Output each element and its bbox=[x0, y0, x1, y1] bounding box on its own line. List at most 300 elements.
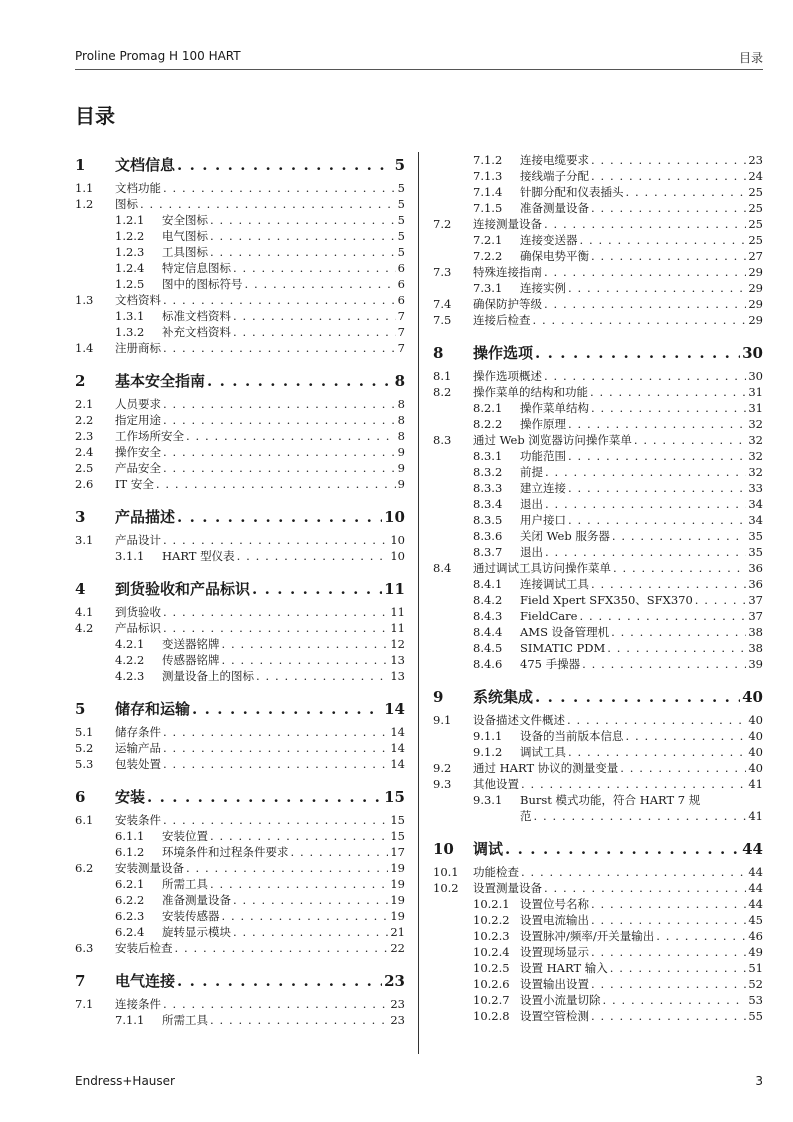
toc-entry-number: 6.2 bbox=[75, 861, 94, 875]
toc-entry[interactable] bbox=[433, 232, 763, 248]
column-divider bbox=[418, 152, 419, 1054]
toc-entry-title: 到货验收 bbox=[115, 605, 161, 619]
header-product: Proline Promag H 100 HART bbox=[75, 49, 241, 63]
header-rule bbox=[75, 69, 763, 70]
toc-leader-dots bbox=[505, 836, 740, 862]
toc-entry[interactable] bbox=[433, 944, 763, 960]
toc-entry-number: 7.1.5 bbox=[473, 201, 503, 215]
toc-entry[interactable] bbox=[433, 432, 763, 448]
toc-entry[interactable] bbox=[433, 560, 763, 576]
toc-entry[interactable] bbox=[433, 184, 763, 200]
toc-entry[interactable] bbox=[433, 168, 763, 184]
toc-entry[interactable] bbox=[75, 812, 405, 828]
toc-page-number: 23 bbox=[390, 1013, 405, 1027]
toc-entry[interactable] bbox=[75, 460, 405, 476]
toc-entry-title-continued: 范 bbox=[520, 809, 532, 823]
toc-entry[interactable] bbox=[433, 576, 763, 592]
toc-leader-dots bbox=[210, 228, 396, 244]
toc-entry-number: 5.1 bbox=[75, 725, 94, 739]
toc-entry-number: 8.2.1 bbox=[473, 401, 503, 415]
toc-entry[interactable] bbox=[75, 996, 405, 1012]
toc-entry-number: 1.3.1 bbox=[115, 309, 145, 323]
toc-entry-title: 储存条件 bbox=[115, 725, 161, 739]
toc-page-number: 17 bbox=[390, 845, 405, 859]
toc-entry-number: 8.3 bbox=[433, 433, 452, 447]
toc-page-number: 5 bbox=[397, 229, 405, 243]
toc-page-number: 8 bbox=[394, 372, 405, 390]
toc-entry-title: 设置脉冲/频率/开关量输出 bbox=[520, 929, 655, 943]
toc-page-number: 23 bbox=[384, 972, 405, 990]
toc-page-number: 40 bbox=[742, 688, 763, 706]
toc-entry[interactable] bbox=[75, 636, 405, 652]
toc-entry[interactable] bbox=[433, 896, 763, 912]
toc-page-number: 14 bbox=[390, 741, 405, 755]
toc-leader-dots bbox=[626, 728, 747, 744]
toc-entry[interactable] bbox=[75, 828, 405, 844]
toc-entry-title: 前提 bbox=[520, 465, 543, 479]
toc-entry[interactable] bbox=[433, 640, 763, 656]
toc-entry-title: 操作菜单的结构和功能 bbox=[473, 385, 588, 399]
toc-entry[interactable] bbox=[75, 180, 405, 196]
toc-entry[interactable] bbox=[433, 960, 763, 976]
toc-entry[interactable] bbox=[433, 976, 763, 992]
toc-page-number: 37 bbox=[748, 593, 763, 607]
toc-entry-title: 设置 HART 输入 bbox=[520, 961, 608, 975]
toc-entry-title: 设置输出设置 bbox=[520, 977, 589, 991]
toc-page-number: 22 bbox=[390, 941, 405, 955]
toc-leader-dots bbox=[533, 312, 747, 328]
toc-entry[interactable] bbox=[433, 152, 763, 168]
toc-leader-dots bbox=[237, 548, 389, 564]
toc-entry[interactable] bbox=[75, 860, 405, 876]
toc-entry-title: 连接电缆要求 bbox=[520, 153, 589, 167]
toc-entry-title: 操作选项概述 bbox=[473, 369, 542, 383]
toc-entry-title: 产品标识 bbox=[115, 621, 161, 635]
toc-entry[interactable] bbox=[433, 200, 763, 216]
toc-entry[interactable] bbox=[433, 712, 763, 728]
toc-page-number: 23 bbox=[748, 153, 763, 167]
toc-entry-title: 设置电流输出 bbox=[520, 913, 589, 927]
toc-page-number: 29 bbox=[748, 281, 763, 295]
toc-entry[interactable] bbox=[433, 928, 763, 944]
toc-leader-dots bbox=[210, 876, 388, 892]
toc-leader-dots bbox=[591, 912, 746, 928]
toc-entry-number: 7.5 bbox=[433, 313, 452, 327]
toc-entry-title: 安装传感器 bbox=[162, 909, 220, 923]
toc-page-number: 41 bbox=[748, 777, 763, 791]
toc-entry-title: 文档资料 bbox=[115, 293, 161, 307]
toc-page-number: 19 bbox=[390, 909, 405, 923]
toc-entry[interactable] bbox=[75, 196, 405, 212]
toc-entry[interactable] bbox=[433, 400, 763, 416]
toc-entry[interactable] bbox=[433, 480, 763, 496]
toc-leader-dots bbox=[210, 244, 396, 260]
toc-entry[interactable] bbox=[433, 280, 763, 296]
toc-entry-number: 2 bbox=[75, 372, 86, 390]
toc-entry-number: 10.2.4 bbox=[473, 945, 510, 959]
toc-entry[interactable] bbox=[433, 864, 763, 880]
toc-entry-number: 7.1.2 bbox=[473, 153, 503, 167]
toc-entry[interactable] bbox=[75, 412, 405, 428]
toc-leader-dots bbox=[634, 432, 747, 448]
toc-entry[interactable] bbox=[75, 940, 405, 956]
toc-entry-title: 工作场所安全 bbox=[115, 429, 184, 443]
toc-entry-number: 8.4.4 bbox=[473, 625, 503, 639]
toc-entry-number: 1.1 bbox=[75, 181, 94, 195]
toc-entry[interactable] bbox=[75, 724, 405, 740]
toc-entry-number: 8.4.2 bbox=[473, 593, 503, 607]
toc-entry[interactable] bbox=[433, 624, 763, 640]
toc-leader-dots bbox=[245, 276, 396, 292]
toc-page-number: 40 bbox=[748, 745, 763, 759]
toc-entry-title: 通过调试工具访问操作菜单 bbox=[473, 561, 611, 575]
toc-page-number: 7 bbox=[397, 325, 405, 339]
toc-entry-number: 7.1.3 bbox=[473, 169, 503, 183]
toc-entry[interactable] bbox=[75, 532, 405, 548]
toc-leader-dots bbox=[210, 828, 388, 844]
toc-leader-dots bbox=[607, 640, 746, 656]
toc-entry[interactable] bbox=[433, 656, 763, 672]
toc-entry[interactable] bbox=[75, 668, 405, 684]
toc-page-number: 14 bbox=[390, 725, 405, 739]
toc-chapter-entry[interactable] bbox=[433, 684, 763, 710]
toc-entry[interactable] bbox=[433, 760, 763, 776]
toc-entry-title: 安装测量设备 bbox=[115, 861, 184, 875]
toc-entry[interactable] bbox=[433, 592, 763, 608]
toc-entry-title: 特定信息图标 bbox=[162, 261, 231, 275]
toc-entry-number: 6.2.3 bbox=[115, 909, 145, 923]
toc-entry-title: 连接实例 bbox=[520, 281, 566, 295]
toc-entry-title: 接线端子分配 bbox=[520, 169, 589, 183]
toc-entry[interactable] bbox=[433, 528, 763, 544]
toc-entry-title: 旋转显示模块 bbox=[162, 925, 231, 939]
toc-entry[interactable] bbox=[433, 544, 763, 560]
toc-chapter-entry[interactable] bbox=[433, 340, 763, 366]
toc-entry[interactable] bbox=[433, 792, 763, 824]
toc-entry[interactable] bbox=[433, 1008, 763, 1024]
toc-page-number: 8 bbox=[397, 397, 405, 411]
footer-page-number: 3 bbox=[755, 1074, 763, 1088]
toc-leader-dots bbox=[568, 480, 746, 496]
toc-page-number: 10 bbox=[384, 508, 405, 526]
toc-entry[interactable] bbox=[75, 652, 405, 668]
toc-entry[interactable] bbox=[433, 912, 763, 928]
toc-page-number: 6 bbox=[397, 293, 405, 307]
toc-page-number: 6 bbox=[397, 261, 405, 275]
toc-entry[interactable] bbox=[433, 216, 763, 232]
toc-leader-dots bbox=[695, 592, 747, 608]
toc-entry[interactable] bbox=[433, 728, 763, 744]
toc-entry-title: 工具图标 bbox=[162, 245, 208, 259]
toc-entry[interactable] bbox=[433, 512, 763, 528]
toc-leader-dots bbox=[591, 944, 746, 960]
toc-page-number: 39 bbox=[748, 657, 763, 671]
toc-entry-title: 确保电势平衡 bbox=[520, 249, 589, 263]
toc-entry[interactable] bbox=[75, 396, 405, 412]
toc-entry[interactable] bbox=[75, 292, 405, 308]
toc-leader-dots bbox=[620, 760, 746, 776]
toc-entry[interactable] bbox=[433, 448, 763, 464]
toc-leader-dots bbox=[210, 1012, 388, 1028]
toc-leader-dots bbox=[163, 996, 388, 1012]
toc-page-number: 52 bbox=[748, 977, 763, 991]
toc-entry-title: 电气连接 bbox=[115, 972, 176, 990]
toc-page-number: 46 bbox=[748, 929, 763, 943]
toc-entry[interactable] bbox=[75, 212, 405, 228]
toc-page-number: 19 bbox=[390, 893, 405, 907]
toc-entry-number: 6.1 bbox=[75, 813, 94, 827]
toc-leader-dots bbox=[544, 216, 746, 232]
toc-entry[interactable] bbox=[433, 464, 763, 480]
toc-entry[interactable] bbox=[433, 312, 763, 328]
toc-entry[interactable] bbox=[433, 368, 763, 384]
toc-entry[interactable] bbox=[433, 744, 763, 760]
toc-leader-dots bbox=[591, 248, 746, 264]
toc-entry[interactable] bbox=[75, 924, 405, 940]
toc-leader-dots bbox=[207, 368, 393, 394]
toc-leader-dots bbox=[568, 416, 746, 432]
toc-entry[interactable] bbox=[75, 308, 405, 324]
toc-entry-number: 1.2.5 bbox=[115, 277, 145, 291]
toc-entry-title: 操作选项 bbox=[473, 344, 534, 362]
toc-page-number: 5 bbox=[397, 181, 405, 195]
toc-entry[interactable] bbox=[433, 992, 763, 1008]
toc-entry[interactable] bbox=[75, 476, 405, 492]
toc-chapter-entry[interactable] bbox=[75, 968, 405, 994]
toc-page-number: 29 bbox=[748, 297, 763, 311]
toc-chapter-entry[interactable] bbox=[75, 504, 405, 530]
toc-entry[interactable] bbox=[75, 428, 405, 444]
toc-leader-dots bbox=[163, 292, 396, 308]
toc-entry[interactable] bbox=[75, 1012, 405, 1028]
toc-leader-dots bbox=[233, 308, 396, 324]
toc-entry-number: 7.2 bbox=[433, 217, 452, 231]
toc-entry[interactable] bbox=[75, 340, 405, 356]
toc-page-number: 5 bbox=[397, 245, 405, 259]
toc-leader-dots bbox=[580, 232, 747, 248]
toc-page-number: 53 bbox=[748, 993, 763, 1007]
toc-page-number: 35 bbox=[748, 529, 763, 543]
toc-entry-title: 基本安全指南 bbox=[115, 372, 206, 390]
toc-entry-title: 通过 HART 协议的测量变量 bbox=[473, 761, 619, 775]
toc-chapter-entry[interactable] bbox=[75, 368, 405, 394]
toc-entry-number: 10.2.8 bbox=[473, 1009, 510, 1023]
toc-entry-number: 8.3.5 bbox=[473, 513, 503, 527]
toc-entry-number: 8.3.1 bbox=[473, 449, 503, 463]
toc-entry-title: 设备的当前版本信息 bbox=[520, 729, 624, 743]
toc-entry[interactable] bbox=[433, 248, 763, 264]
toc-entry-number: 8.3.4 bbox=[473, 497, 503, 511]
toc-entry[interactable] bbox=[75, 444, 405, 460]
toc-entry-title: 设置位号名称 bbox=[520, 897, 589, 911]
toc-entry-number: 7 bbox=[75, 972, 86, 990]
toc-page-number: 12 bbox=[390, 637, 405, 651]
toc-entry[interactable] bbox=[433, 416, 763, 432]
toc-leader-dots bbox=[163, 412, 396, 428]
toc-chapter-entry[interactable] bbox=[433, 836, 763, 862]
toc-leader-dots bbox=[613, 560, 746, 576]
toc-entry-number: 9.2 bbox=[433, 761, 452, 775]
toc-entry-title: 设置测量设备 bbox=[473, 881, 542, 895]
toc-page-number: 24 bbox=[748, 169, 763, 183]
toc-page-number: 30 bbox=[742, 344, 763, 362]
toc-entry-number: 7.2.1 bbox=[473, 233, 503, 247]
toc-entry-number: 10.2.2 bbox=[473, 913, 510, 927]
toc-leader-dots bbox=[611, 624, 746, 640]
toc-leader-dots bbox=[210, 212, 396, 228]
toc-entry-number: 3 bbox=[75, 508, 86, 526]
toc-leader-dots bbox=[163, 740, 388, 756]
toc-entry-title: 准备测量设备 bbox=[520, 201, 589, 215]
toc-leader-dots bbox=[590, 384, 746, 400]
toc-entry-number: 8.4.3 bbox=[473, 609, 503, 623]
toc-leader-dots bbox=[233, 324, 396, 340]
toc-leader-dots bbox=[192, 696, 382, 722]
toc-entry[interactable] bbox=[75, 756, 405, 772]
toc-entry[interactable] bbox=[433, 296, 763, 312]
toc-page-number: 36 bbox=[748, 577, 763, 591]
toc-page-number: 55 bbox=[748, 1009, 763, 1023]
toc-entry-number: 1.3 bbox=[75, 293, 94, 307]
toc-leader-dots bbox=[521, 864, 746, 880]
toc-page-number: 19 bbox=[390, 877, 405, 891]
toc-entry-number: 8 bbox=[433, 344, 444, 362]
toc-entry-number: 2.6 bbox=[75, 477, 94, 491]
toc-leader-dots bbox=[163, 812, 388, 828]
toc-page-number: 23 bbox=[390, 997, 405, 1011]
toc-right-column bbox=[433, 152, 763, 1024]
toc-leader-dots bbox=[186, 428, 396, 444]
toc-page-number: 44 bbox=[748, 881, 763, 895]
toc-entry-number: 8.3.6 bbox=[473, 529, 503, 543]
toc-entry[interactable] bbox=[75, 892, 405, 908]
toc-entry-number: 1.3.2 bbox=[115, 325, 145, 339]
toc-entry-number: 1.4 bbox=[75, 341, 94, 355]
toc-entry-title: 传感器铭牌 bbox=[162, 653, 220, 667]
toc-entry-number: 1.2.2 bbox=[115, 229, 145, 243]
toc-chapter-entry[interactable] bbox=[75, 152, 405, 178]
toc-leader-dots bbox=[544, 368, 746, 384]
toc-entry[interactable] bbox=[433, 384, 763, 400]
toc-entry-number: 8.4.6 bbox=[473, 657, 503, 671]
toc-leader-dots bbox=[545, 464, 746, 480]
toc-entry[interactable] bbox=[75, 908, 405, 924]
toc-entry-number: 2.1 bbox=[75, 397, 94, 411]
toc-page-number: 29 bbox=[748, 313, 763, 327]
toc-entry-title: 环境条件和过程条件要求 bbox=[162, 845, 289, 859]
toc-leader-dots bbox=[582, 656, 746, 672]
toc-leader-dots bbox=[156, 476, 396, 492]
toc-page-number: 5 bbox=[397, 197, 405, 211]
toc-leader-dots bbox=[177, 152, 393, 178]
toc-leader-dots bbox=[140, 196, 396, 212]
toc-entry-number: 4.1 bbox=[75, 605, 94, 619]
toc-entry-number: 6 bbox=[75, 788, 86, 806]
toc-leader-dots bbox=[591, 896, 746, 912]
toc-entry-title: Burst 模式功能，符合 HART 7 规 bbox=[520, 793, 701, 807]
toc-entry[interactable] bbox=[75, 324, 405, 340]
toc-entry-number: 1.2 bbox=[75, 197, 94, 211]
toc-entry-title: 产品安全 bbox=[115, 461, 161, 475]
toc-entry-number: 5.2 bbox=[75, 741, 94, 755]
toc-leader-dots bbox=[256, 668, 388, 684]
toc-entry-number: 3.1.1 bbox=[115, 549, 145, 563]
toc-entry[interactable] bbox=[433, 880, 763, 896]
toc-entry[interactable] bbox=[433, 776, 763, 792]
toc-page-number: 41 bbox=[748, 809, 763, 823]
toc-page-number: 21 bbox=[390, 925, 405, 939]
toc-entry-title: 连接条件 bbox=[115, 997, 161, 1011]
toc-entry[interactable] bbox=[75, 260, 405, 276]
toc-entry-title: 建立连接 bbox=[520, 481, 566, 495]
toc-page-number: 8 bbox=[397, 413, 405, 427]
toc-entry-number: 9.3 bbox=[433, 777, 452, 791]
toc-page-number: 14 bbox=[384, 700, 405, 718]
toc-page-number: 10 bbox=[390, 533, 405, 547]
toc-leader-dots bbox=[147, 784, 382, 810]
toc-page-number: 25 bbox=[748, 233, 763, 247]
toc-page-number: 19 bbox=[390, 861, 405, 875]
toc-page-number: 35 bbox=[748, 545, 763, 559]
toc-entry-number: 6.2.2 bbox=[115, 893, 145, 907]
toc-entry-title: 通过 Web 浏览器访问操作菜单 bbox=[473, 433, 632, 447]
toc-entry-title: 安装位置 bbox=[162, 829, 208, 843]
toc-page-number: 15 bbox=[390, 813, 405, 827]
toc-entry[interactable] bbox=[75, 740, 405, 756]
toc-entry-title: 调试工具 bbox=[520, 745, 566, 759]
toc-entry-number: 10.1 bbox=[433, 865, 459, 879]
toc-entry[interactable] bbox=[75, 228, 405, 244]
toc-entry-number: 6.1.1 bbox=[115, 829, 145, 843]
toc-entry[interactable] bbox=[75, 876, 405, 892]
toc-entry[interactable] bbox=[75, 844, 405, 860]
toc-entry[interactable] bbox=[75, 620, 405, 636]
toc-entry-title: 产品描述 bbox=[115, 508, 176, 526]
toc-entry[interactable] bbox=[75, 244, 405, 260]
toc-leader-dots bbox=[591, 976, 746, 992]
toc-entry-title: 操作菜单结构 bbox=[520, 401, 589, 415]
toc-page-number: 9 bbox=[397, 445, 405, 459]
toc-chapter-entry[interactable] bbox=[75, 696, 405, 722]
toc-entry-title: 测量设备上的图标 bbox=[162, 669, 254, 683]
toc-page-number: 7 bbox=[397, 309, 405, 323]
toc-entry[interactable] bbox=[433, 264, 763, 280]
toc-page-number: 13 bbox=[390, 653, 405, 667]
toc-chapter-entry[interactable] bbox=[75, 576, 405, 602]
toc-entry[interactable] bbox=[433, 608, 763, 624]
toc-entry-number: 8.2.2 bbox=[473, 417, 503, 431]
toc-entry[interactable] bbox=[75, 604, 405, 620]
toc-page-number: 11 bbox=[390, 621, 405, 635]
toc-entry-title: 安全图标 bbox=[162, 213, 208, 227]
toc-entry-title: 运输产品 bbox=[115, 741, 161, 755]
toc-page-number: 44 bbox=[748, 865, 763, 879]
toc-page-number: 9 bbox=[397, 477, 405, 491]
toc-entry[interactable] bbox=[75, 548, 405, 564]
toc-leader-dots bbox=[567, 712, 746, 728]
toc-leader-dots bbox=[521, 776, 746, 792]
toc-entry-number: 7.3.1 bbox=[473, 281, 503, 295]
toc-leader-dots bbox=[610, 960, 747, 976]
toc-entry-title: 确保防护等级 bbox=[473, 297, 542, 311]
toc-chapter-entry[interactable] bbox=[75, 784, 405, 810]
toc-leader-dots bbox=[222, 652, 389, 668]
toc-entry[interactable] bbox=[75, 276, 405, 292]
toc-entry-title: 关闭 Web 服务器 bbox=[520, 529, 610, 543]
toc-entry-title: 所需工具 bbox=[162, 877, 208, 891]
toc-entry[interactable] bbox=[433, 496, 763, 512]
toc-leader-dots bbox=[163, 460, 396, 476]
